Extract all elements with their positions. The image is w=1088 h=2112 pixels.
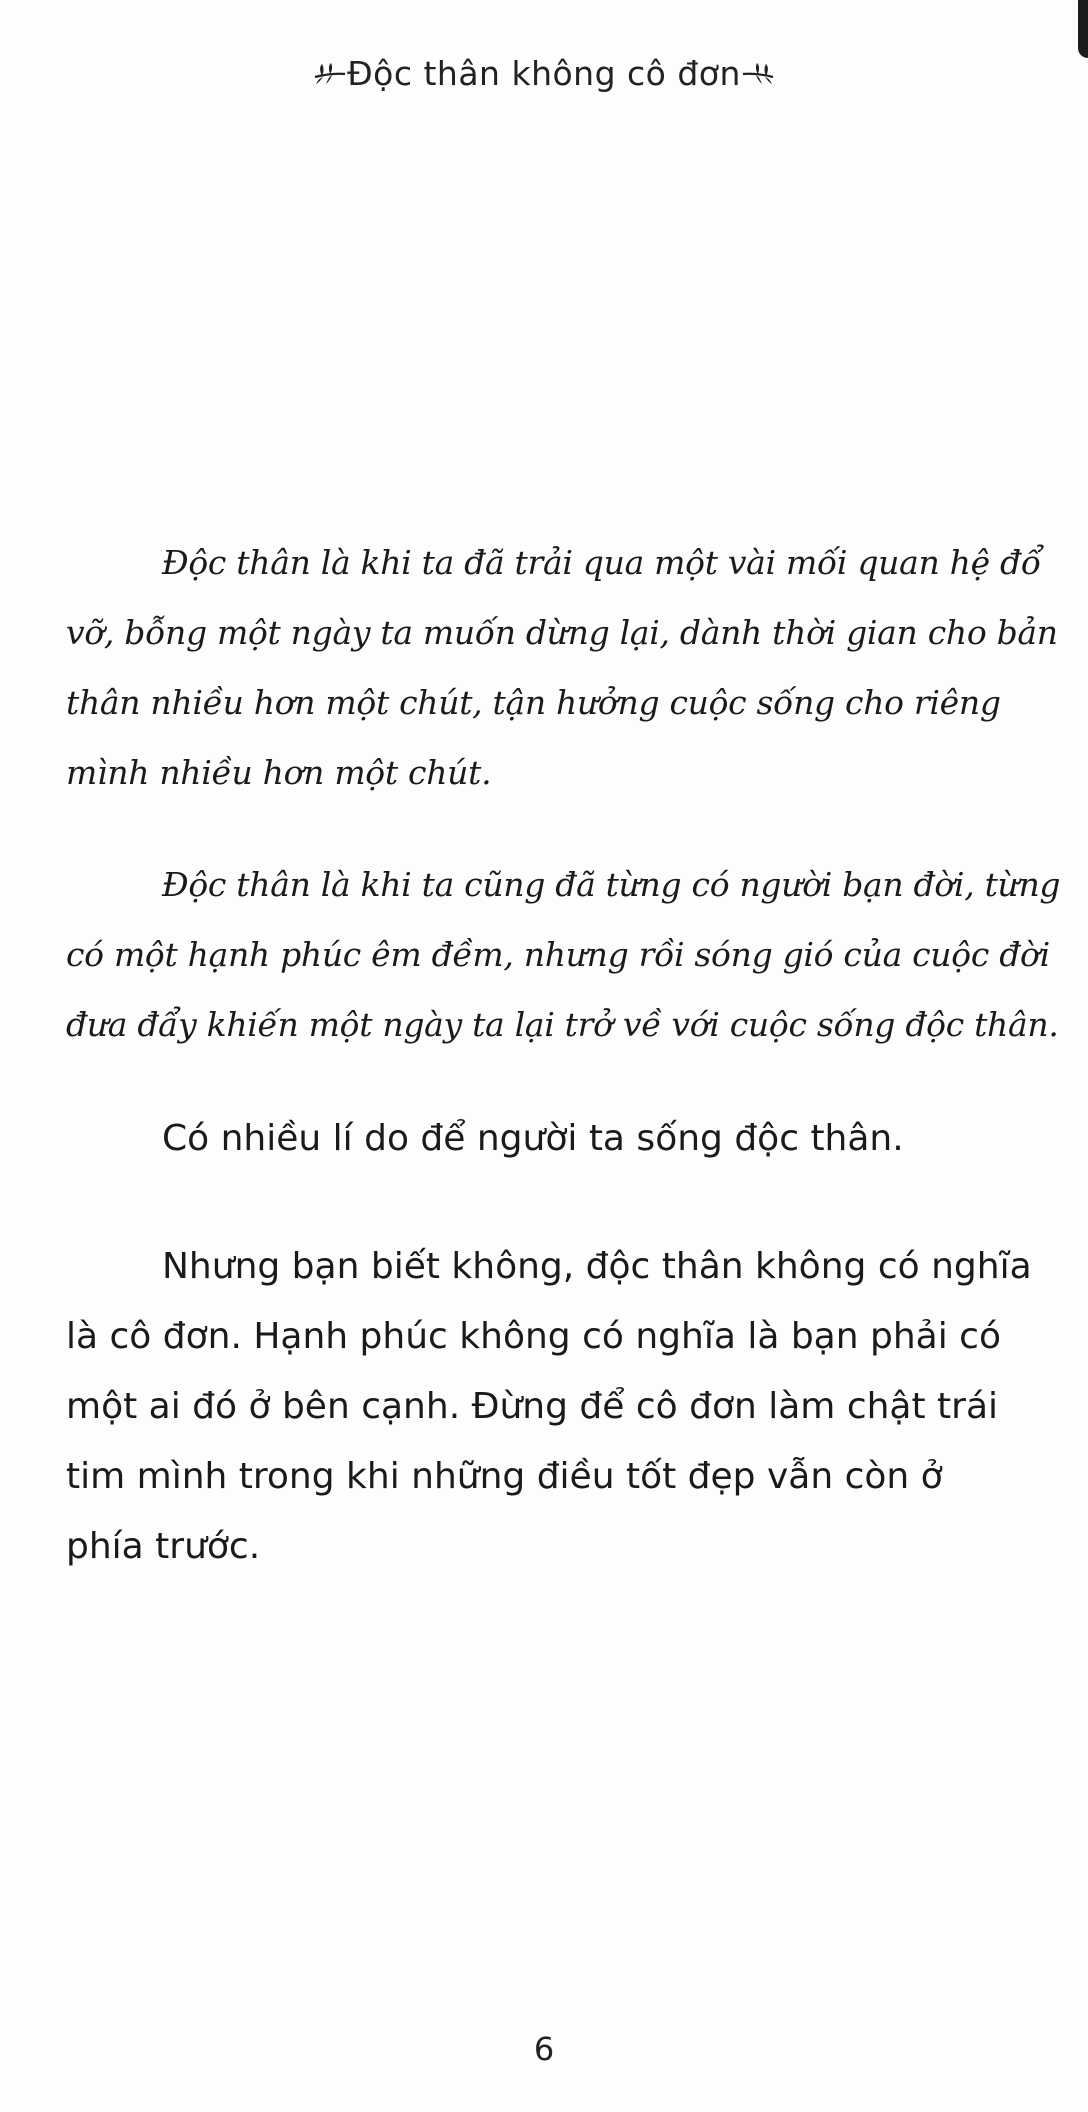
- book-title: Độc thân không cô đơn: [347, 54, 741, 93]
- text-line: tim mình trong khi những điều tốt đẹp vẫn còn ở: [66, 1456, 943, 1497]
- paragraph-italic-2: [66, 850, 1061, 1060]
- text-line: Độc thân là khi ta đã trải qua một vài mối quan hệ đổ: [162, 543, 1041, 582]
- text-line: thân nhiều hơn một chút, tận hưởng cuộc sống cho riêng: [66, 683, 1001, 722]
- paragraph-3: [66, 1104, 1026, 1174]
- text-line: phía trước.: [66, 1526, 261, 1567]
- text-line: mình nhiều hơn một chút.: [66, 753, 492, 792]
- text-line: Có nhiều lí do để người ta sống độc thân.: [162, 1118, 904, 1159]
- text-line: vỡ, bỗng một ngày ta muốn dừng lại, dành thời gian cho bản: [66, 613, 1058, 652]
- page-edge-mark: [1078, 0, 1088, 58]
- running-header: [0, 52, 1088, 93]
- paragraph-italic-1: [66, 528, 1058, 808]
- text-line: là cô đơn. Hạnh phúc không có nghĩa là bạn phải có: [66, 1316, 1001, 1357]
- text-line: đưa đẩy khiến một ngày ta lại trở về với cuộc sống độc thân.: [66, 1005, 1059, 1044]
- text-line: có một hạnh phúc êm đềm, nhưng rồi sóng gió của cuộc đời: [66, 935, 1050, 974]
- text-line: Nhưng bạn biết không, độc thân không có nghĩa: [162, 1246, 1032, 1287]
- text-line: một ai đó ở bên cạnh. Đừng để cô đơn làm chật trái: [66, 1386, 999, 1427]
- leaf-sprig-icon: [313, 61, 347, 87]
- page-number: 6: [533, 2030, 555, 2068]
- text-line: Độc thân là khi ta cũng đã từng có người bạn đời, từng: [162, 865, 1061, 904]
- paragraph-4: [66, 1232, 1032, 1582]
- leaf-sprig-icon: [741, 61, 775, 87]
